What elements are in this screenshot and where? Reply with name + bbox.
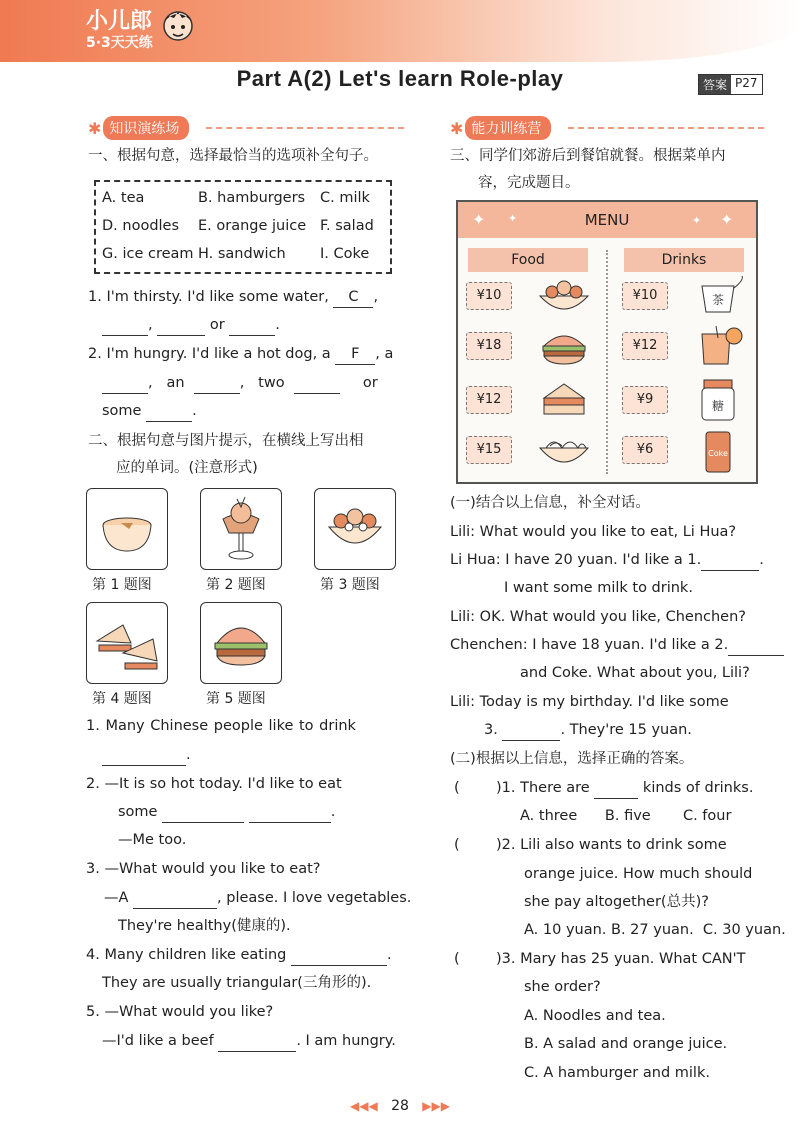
p1-q2-answer[interactable]: F xyxy=(335,344,375,365)
ice-cream-picture xyxy=(200,488,282,570)
brand-logo: 小儿郎 xyxy=(86,9,153,34)
option-f: F. salad xyxy=(320,218,374,234)
option-a: A. tea xyxy=(102,190,145,206)
food-price-3: ¥12 xyxy=(466,386,512,414)
mc-paren-3[interactable]: ( xyxy=(454,951,460,967)
answer-label: 答案 xyxy=(699,75,731,94)
p2-q4: 4. Many children like eating . xyxy=(86,945,392,966)
part1-heading: 一、根据句意，选择最恰当的选项补全句子。 xyxy=(88,148,378,164)
food-price-4: ¥15 xyxy=(466,436,512,464)
mc-q2-line3: she pay altogether(总共)? xyxy=(524,894,709,910)
p2-q3-line2 xyxy=(104,888,411,909)
mc-q2-line2: orange juice. How much should xyxy=(524,866,753,882)
column-divider xyxy=(606,250,608,474)
svg-text:茶: 茶 xyxy=(711,293,725,307)
sparkle-icon: ✦ xyxy=(508,212,518,225)
mascot-icon xyxy=(160,6,196,50)
sparkle-icon: ✦ xyxy=(692,214,702,227)
page-number: 28 xyxy=(391,1098,409,1114)
salad-icon xyxy=(315,489,395,569)
food-price-1: ¥10 xyxy=(466,282,512,310)
blank[interactable] xyxy=(162,802,244,823)
blank[interactable] xyxy=(102,373,148,394)
word-a: —A xyxy=(104,890,129,906)
sandwich-picture xyxy=(86,602,168,684)
sugar-jar-icon xyxy=(696,376,740,424)
p2-q4-line2: They are usually triangular(三角形的). xyxy=(102,975,372,991)
blank[interactable] xyxy=(294,373,340,394)
hamburger-icon xyxy=(201,603,281,683)
dialog-line-5 xyxy=(450,635,784,656)
blank[interactable] xyxy=(146,401,192,422)
mc-q3-option-b[interactable]: B. A salad and orange juice. xyxy=(524,1036,728,1052)
salad-icon xyxy=(534,274,594,318)
caption-1: 第 1 题图 xyxy=(92,577,152,593)
dialog-line-1: Lili: What would you like to eat, Li Hua? xyxy=(450,524,737,540)
mc-paren-2[interactable]: ( xyxy=(454,837,460,853)
sub1-heading: (一)结合以上信息，补全对话。 xyxy=(450,495,650,511)
tea-cup-icon xyxy=(87,489,167,569)
blank[interactable] xyxy=(133,888,217,909)
p1-q2-text: 2. I'm hungry. I'd like a hot dog, a xyxy=(88,346,331,362)
dialog-text: . They're 15 yuan. xyxy=(560,722,692,738)
p2-q1: 1. Many Chinese people like to drink xyxy=(86,718,356,734)
p1-q1: 1. I'm thirsty. I'd like some water, C , xyxy=(88,287,378,308)
p2-q5-text: —I'd like a beef xyxy=(102,1033,214,1049)
option-b: B. hamburgers xyxy=(198,190,306,206)
coke-can-icon xyxy=(698,428,738,476)
part2-heading-2: 应的单词。(注意形式) xyxy=(116,460,258,476)
drink-price-2: ¥12 xyxy=(622,332,668,360)
word-or: or xyxy=(209,317,225,333)
mc-q3: )3. Mary has 25 yuan. What CAN'T xyxy=(496,951,746,967)
mc-q1-text: )1. There are xyxy=(496,780,590,796)
p1-q2 xyxy=(88,344,393,365)
divider xyxy=(206,127,404,129)
dialog-line-3: I want some milk to drink. xyxy=(504,580,693,596)
sparkle-icon: ✦ xyxy=(472,210,486,229)
dialog-text: 3. xyxy=(484,722,498,738)
dialog-line-8 xyxy=(484,720,692,741)
blank[interactable] xyxy=(728,635,784,656)
food-label: Food xyxy=(468,248,588,272)
mc-q3-option-c[interactable]: C. A hamburger and milk. xyxy=(524,1065,710,1081)
left-arrows-icon: ◀◀◀ xyxy=(350,1099,378,1113)
mc-q2: )2. Lili also wants to drink some xyxy=(496,837,727,853)
p2-q2-line3: —Me too. xyxy=(118,832,187,848)
drink-price-1: ¥10 xyxy=(622,282,668,310)
mc-q3-line2: she order? xyxy=(524,979,601,995)
section-label-text: 知识演练场 xyxy=(103,116,189,140)
section-label-left xyxy=(88,116,189,140)
p1-q1-answer[interactable]: C xyxy=(333,287,373,308)
sub2-heading: (二)根据以上信息，选择正确的答案。 xyxy=(450,751,694,767)
sparkle-icon: ✦ xyxy=(720,210,734,229)
part2-heading: 二、根据句意与图片提示，在横线上写出相 xyxy=(88,433,364,449)
p1-q1-text: 1. I'm thirsty. I'd like some water, xyxy=(88,289,329,305)
mc-q1 xyxy=(496,778,753,799)
noodles-icon xyxy=(536,428,592,472)
answer-page: P27 xyxy=(735,76,758,90)
page-footer xyxy=(0,1098,800,1114)
option-h: H. sandwich xyxy=(198,246,286,262)
blank[interactable] xyxy=(229,315,275,336)
option-e: E. orange juice xyxy=(198,218,307,234)
blank[interactable] xyxy=(102,745,186,766)
blank[interactable] xyxy=(157,315,205,336)
dialog-line-6: and Coke. What about you, Lili? xyxy=(520,665,750,681)
brand-subtitle: 5·3天天练 xyxy=(86,35,153,51)
caption-5: 第 5 题图 xyxy=(206,691,266,707)
drink-price-3: ¥9 xyxy=(622,386,668,414)
p1-q1-line2: , or . xyxy=(102,315,280,336)
p1-q2-line3: some . xyxy=(102,401,197,422)
dialog-line-2: Li Hua: I have 20 yuan. I'd like a 1. . xyxy=(450,550,764,571)
tea-cup-picture xyxy=(86,488,168,570)
tea-icon xyxy=(694,274,746,318)
option-i: I. Coke xyxy=(320,246,370,262)
p2-q3-text: , please. I love vegetables. xyxy=(217,890,412,906)
word-some: some xyxy=(118,804,158,820)
p2-q4-text: 4. Many children like eating xyxy=(86,947,287,963)
star-icon: ✱ xyxy=(88,118,102,138)
word-an: an xyxy=(166,375,185,391)
p2-q1-line2: . xyxy=(102,745,191,766)
star-icon: ✱ xyxy=(450,118,464,138)
blank[interactable] xyxy=(291,945,387,966)
blank[interactable] xyxy=(218,1031,296,1052)
part3-heading-2: 容，完成题目。 xyxy=(478,175,580,191)
drinks-label: Drinks xyxy=(624,248,744,272)
p1-q2-text2: , a xyxy=(375,346,394,362)
word-or: or xyxy=(362,375,378,391)
p1-q2-line2: , an , two or xyxy=(102,373,378,394)
p2-q3-line3: They're healthy(健康的). xyxy=(118,918,291,934)
dialog-text: Li Hua: I have 20 yuan. I'd like a 1. xyxy=(450,552,702,568)
blank[interactable] xyxy=(701,550,759,571)
drink-price-4: ¥6 xyxy=(622,436,668,464)
dialog-line-7: Lili: Today is my birthday. I'd like some xyxy=(450,694,729,710)
orange-juice-icon xyxy=(694,324,746,368)
part3-heading: 三、同学们郊游后到餐馆就餐。根据菜单内 xyxy=(450,148,726,164)
p2-q3: 3. —What would you like to eat? xyxy=(86,861,321,877)
mc-q1-options[interactable]: A. three B. five C. four xyxy=(520,808,732,824)
caption-4: 第 4 题图 xyxy=(92,691,152,707)
option-g: G. ice cream xyxy=(102,246,194,262)
caption-2: 第 2 题图 xyxy=(206,577,266,593)
caption-3: 第 3 题图 xyxy=(320,577,380,593)
menu-board xyxy=(456,200,758,484)
option-d: D. noodles xyxy=(102,218,180,234)
divider xyxy=(568,127,764,129)
sandwich-icon xyxy=(538,380,590,420)
option-c: C. milk xyxy=(320,190,370,206)
dialog-line-4: Lili: OK. What would you like, Chenchen? xyxy=(450,609,746,625)
hamburger-picture xyxy=(200,602,282,684)
p2-q5: 5. —What would you like? xyxy=(86,1004,274,1020)
blank[interactable] xyxy=(194,373,240,394)
hamburger-icon xyxy=(538,326,590,366)
blank[interactable] xyxy=(594,778,638,799)
mc-q1-text2: kinds of drinks. xyxy=(642,780,754,796)
answer-reference xyxy=(698,74,763,95)
blank[interactable] xyxy=(249,802,331,823)
menu-title: MENU xyxy=(458,202,756,238)
ice-cream-icon xyxy=(201,489,281,569)
section-label-text: 能力训练营 xyxy=(465,116,551,140)
can-label: Coke xyxy=(708,449,728,458)
p2-q2: 2. —It is so hot today. I'd like to eat xyxy=(86,776,342,792)
p2-q5-line2 xyxy=(102,1031,396,1052)
food-price-2: ¥18 xyxy=(466,332,512,360)
right-arrows-icon: ▶▶▶ xyxy=(422,1099,450,1113)
blank[interactable] xyxy=(502,720,560,741)
mc-q2-options[interactable]: A. 10 yuan. B. 27 yuan. C. 30 yuan. xyxy=(524,922,786,938)
salad-picture xyxy=(314,488,396,570)
mc-paren-1[interactable]: ( xyxy=(454,780,460,796)
jar-label: 糖 xyxy=(711,399,725,413)
mc-q3-option-a[interactable]: A. Noodles and tea. xyxy=(524,1008,666,1024)
p2-q2-line2: some . xyxy=(118,802,335,823)
blank[interactable] xyxy=(102,315,148,336)
word-some: some xyxy=(102,403,142,419)
sandwich-icon xyxy=(87,603,167,683)
dialog-text: Chenchen: I have 18 yuan. I'd like a 2. xyxy=(450,637,729,653)
page-title: Part A(2) Let's learn Role-play xyxy=(236,66,564,91)
p2-q5-text2: . I am hungry. xyxy=(296,1033,396,1049)
word-two: two xyxy=(258,375,285,391)
section-label-right xyxy=(450,116,551,140)
